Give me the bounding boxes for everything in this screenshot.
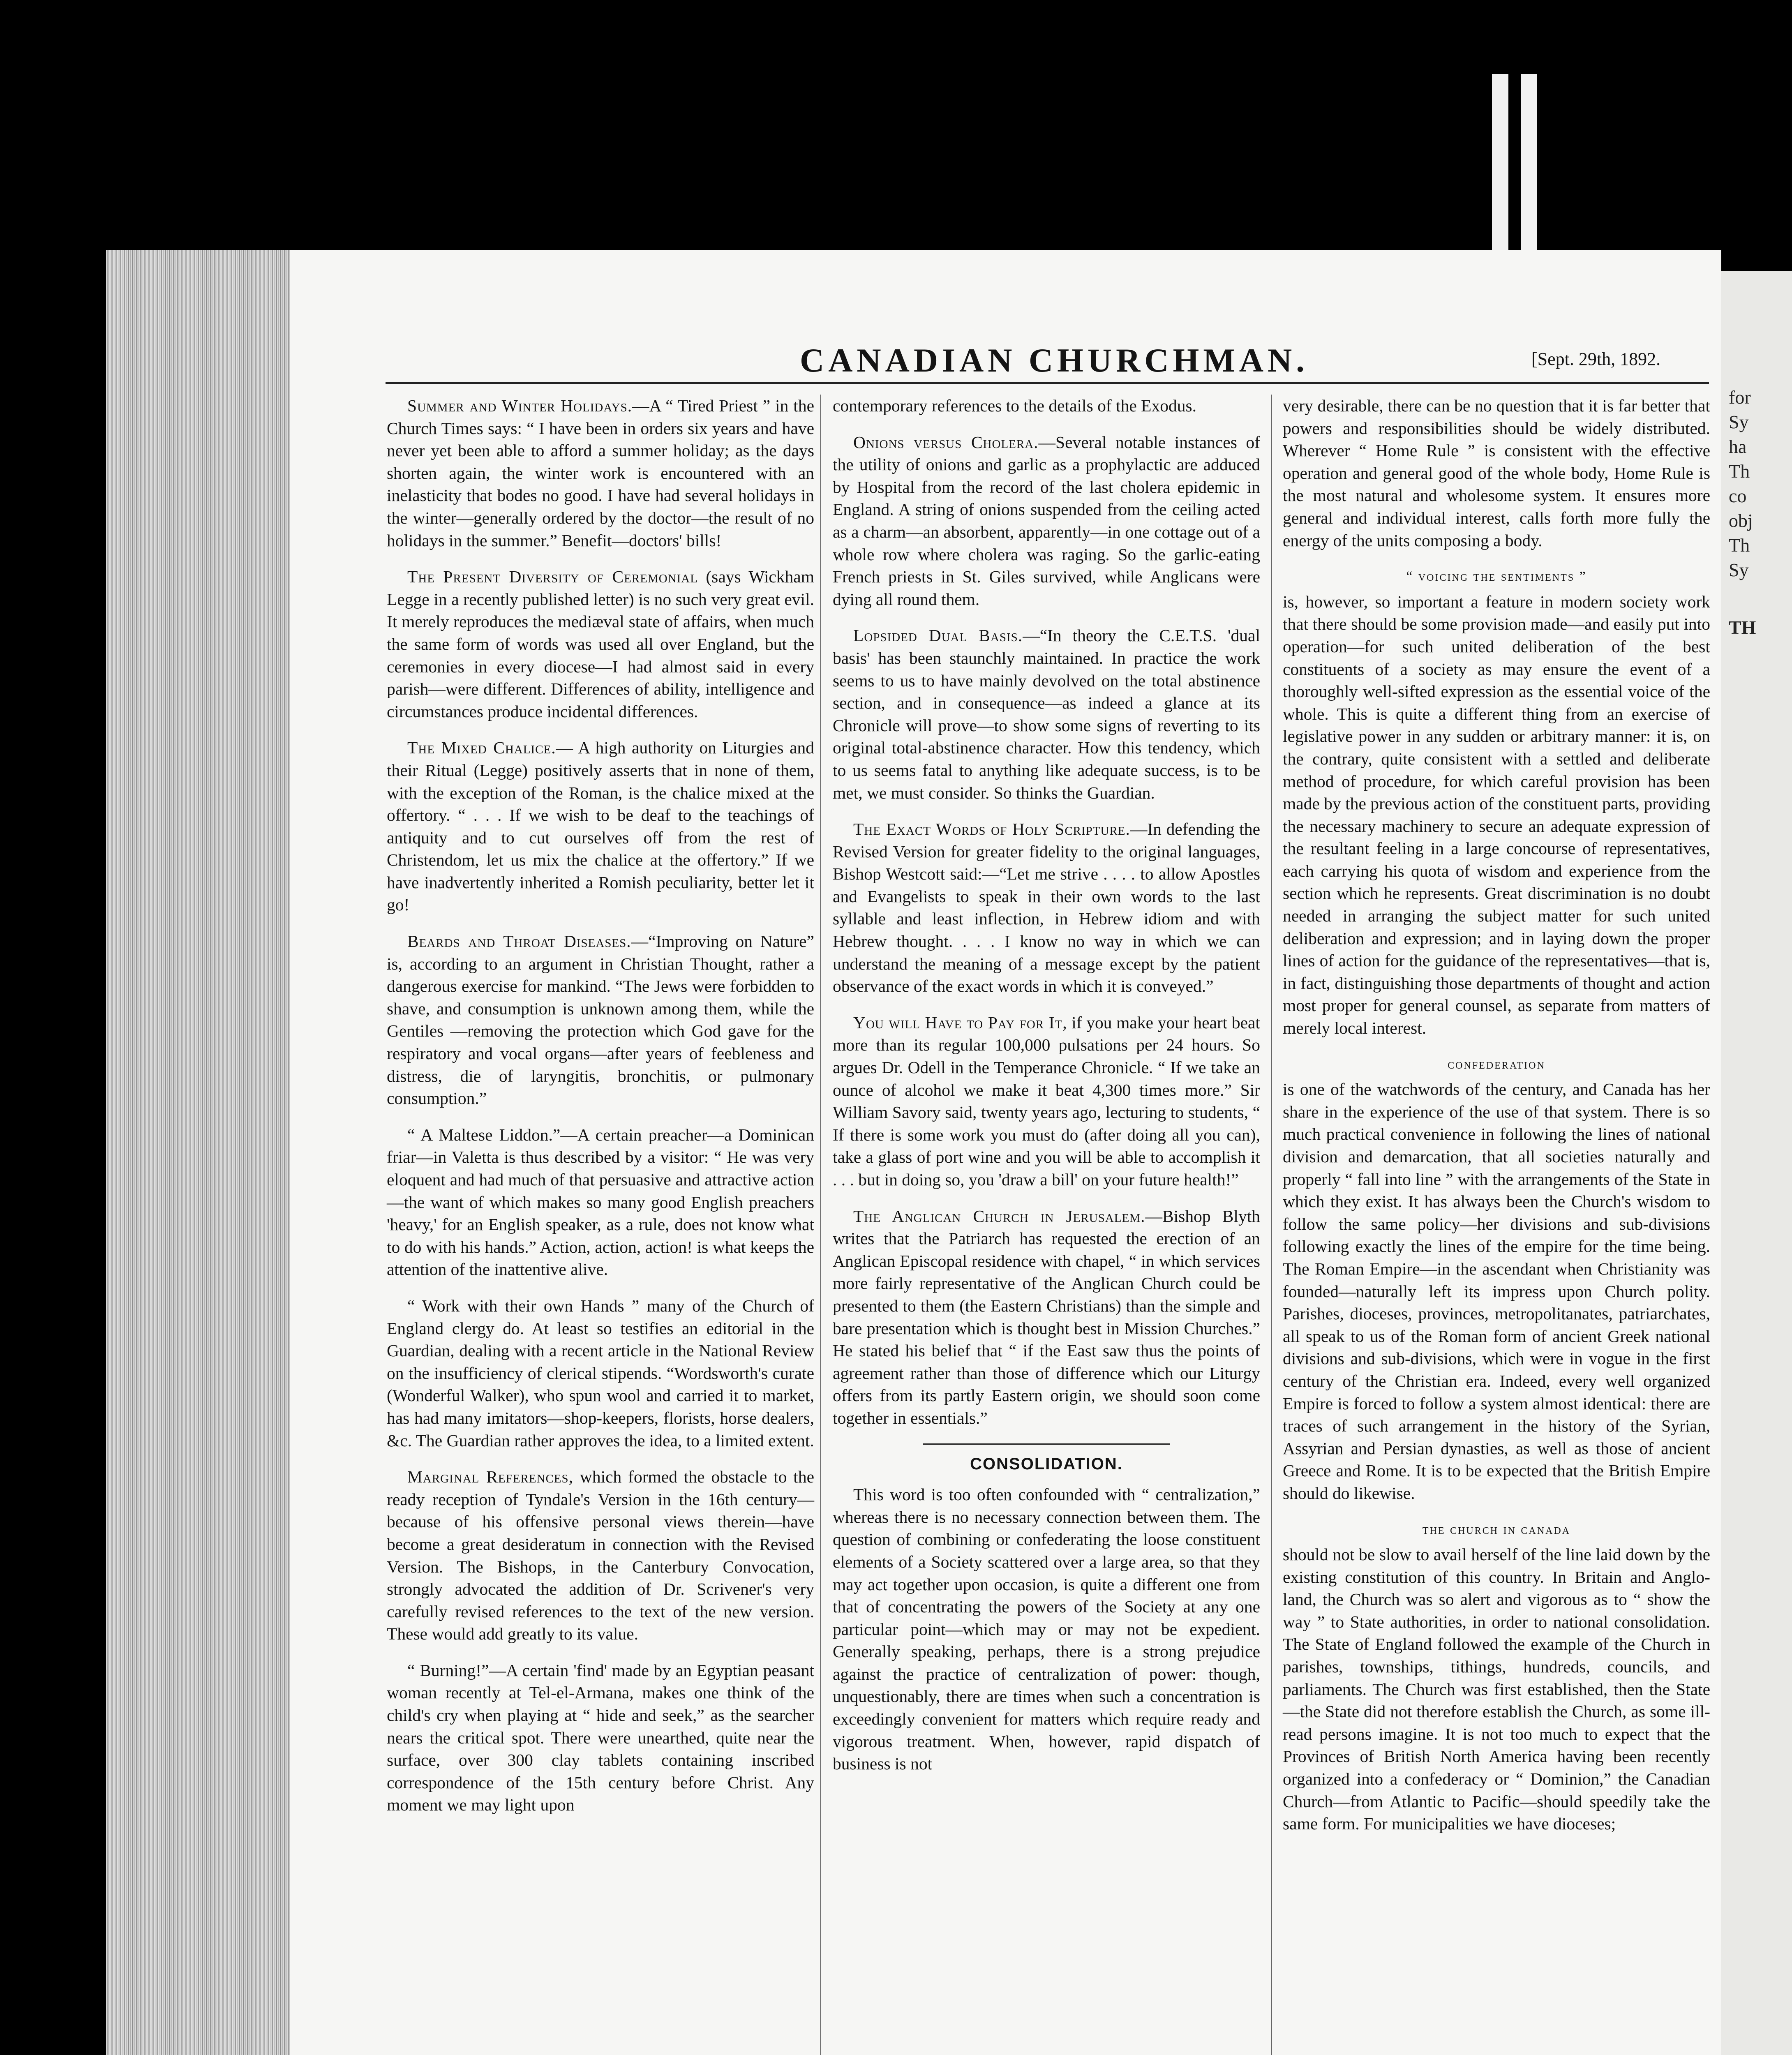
article-marginal-references: Marginal References, which formed the obstacle to the ready reception of Tyndale's Version in the 16th century—because of his offensive personal views therein—have become a great desideratum in connection with the Revised Version. The Bishops, in the Canterbury Convocation, strongly advocated the addition of Dr. Scrivener's very carefully revised references to the text of the new version. These would add greatly to its value.: [387, 1467, 814, 1644]
article-exact-words-scripture: The Exact Words of Holy Scripture.—In defending the Revised Version for greater fidelity to the original languages, Bishop Westcott said:—“Let me strive . . . . to allow Apostles and Evangelists to speak in their own words to the last syllable and least inflection, in Hebrew idiom and with Hebrew thought. . . . I know no way in which we can understand the meaning of a message except by the patient observance of the exact words in which it is conveyed.”: [833, 820, 1260, 996]
masthead-title: CANADIAN CHURCHMAN.: [800, 342, 1309, 379]
column-2: [833, 395, 1260, 1789]
section-rule: [923, 1443, 1170, 1445]
fragment-text: Th: [1729, 461, 1750, 482]
article-beards-throat-diseases: Beards and Throat Diseases.—“Improving on Nature” is, according to an argument in Christian Thought, rather a dangerous exercise for mankind. “The Jews were forbidden to shave, and consumption is unknown among them, while the Gentiles —removing the protection which God gave for the respiratory and vocal organs—after years of feebleness and distress, die of laryngitis, bronchitis, or pulmonary consumption.”: [387, 932, 814, 1108]
fragment-heading: TH: [1729, 617, 1756, 638]
fragment-text: co: [1729, 485, 1747, 506]
article-mixed-chalice: The Mixed Chalice.— A high authority on Liturgies and their Ritual (Legge) positively asserts that in none of them, with the exception of the Roman, is the chalice mixed at the offertory. “ . . . If we wish to be deaf to the teachings of antiquity and to cut ourselves off from the rest of Christendom, let us mix the chalice at the offertory.” If we have inadvertently inherited a Romish peculiarity, better let it go!: [387, 738, 814, 914]
book-page-edges: [106, 250, 290, 2055]
fragment-text: Th: [1729, 535, 1750, 556]
subhead-confederation: confederation: [1448, 1056, 1545, 1072]
scan-binding-bar-top: [1492, 74, 1508, 251]
fragment-text: ha: [1729, 436, 1747, 457]
article-onions-versus-cholera: Onions versus Cholera.—Several notable instances of the utility of onions and garlic as a prophylactic are adduced by Hospital from the record of the last cholera epidemic in England. A string of onions suspended from the ceiling acted as a charm—an absorbent, apparently—in one cottage out of a whole row where cholera was raging. So the garlic-eating French priests in St. Giles survived, while Anglicans were dying all round them.: [833, 432, 1260, 609]
scan-binding-bar-top-2: [1521, 74, 1537, 251]
article-work-with-own-hands: “ Work with their own Hands ” many of the Church of England clergy do. At least so testifies an editorial in the Guardian, dealing with a recent article in the National Review on the insufficiency of clerical stipends. “Wordsworth's curate (Wonderful Walker), who spun wool and carried it to market, has had many imitators—shop-keepers, florists, horse dealers, &c. The Guardian rather approves the idea, to a limited extent.: [387, 1296, 814, 1450]
masthead-date: [Sept. 29th, 1892.: [1531, 349, 1661, 369]
article-maltese-liddon: “ A Maltese Liddon.”—A certain preacher—a Dominican friar—in Valetta is thus described by a visitor: “ He was very eloquent and had much of that persuasive and attractive action—the want of which makes so many good English preachers 'heavy,' for an English speaker, as a rule, does not know what to do with his hands.” Action, action, action! is what keeps the attention of the inattentive alive.: [387, 1125, 814, 1279]
subhead-church-in-canada: the church in canada: [1422, 1522, 1571, 1537]
article-exodus-continued: contemporary references to the details of the Exodus.: [833, 396, 1196, 415]
consolidation-continued: very desirable, there can be no question that it is far better that powers and responsibilities should be widely distributed. Wherever “ Home Rule ” is consistent with the effective operation and general good of the whole body, Home Rule is the most natural and wholesome system. It ensures more general and individual interest, calls forth more fully the energy of the units composing a body.: [1283, 396, 1710, 550]
article-pay-for-it: You will Have to Pay for It, if you make your heart beat more than its regular 100,000 pulsations per 24 hours. So argues Dr. Odell in the Temperance Chronicle. “ If we take an ounce of alcohol we make it beat 4,300 times more.” Sir William Savory said, twenty years ago, lecturing to students, “ If there is some work you must do (after doing all you can), take a glass of port wine and you will be able to accomplish it . . . but in doing so, you 'draw a bill' on your future health!”: [833, 1013, 1260, 1189]
fragment-text: Sy: [1729, 411, 1749, 432]
column-divider-2: [1271, 395, 1272, 2055]
fragment-text: Sy: [1729, 559, 1749, 580]
article-diversity-of-ceremonial: The Present Diversity of Ceremonial (says Wickham Legge in a recently published letter) is no such very great evil. It merely reproduces the mediæval state of affairs, when much the same form of words was used all over England, but the ceremonies in every diocese—I had almost said in every parish—were different. Differences of ability, intelligence and circumstances produce incidental differences.: [387, 567, 814, 721]
article-lopsided-dual-basis: Lopsided Dual Basis.—“In theory the C.E.T.S. 'dual basis' has been staunchly maintained. In practice the work seems to us to have mainly devolved on the total abstinence section, and in consequence—as indeed a glance at its Chronicle will prove—to show some signs of reverting to its original total-abstinence character. How this tendency, which to us seems fatal to anything like adequate success, is to be met, we must consider. So thinks the Guardian.: [833, 626, 1260, 802]
subhead-voicing-sentiments: “ voicing the sentiments ”: [1406, 569, 1587, 584]
column-3: [1283, 395, 1710, 1849]
fragment-text: for: [1729, 387, 1751, 408]
consolidation-church-canada-body: should not be slow to avail herself of the line laid down by the existing constitution of this country. In Britain and Anglo-land, the Church was so alert and vigorous as to “ show the way ” to State authorities, in order to national consolidation. The State of England followed the example of the Church in parishes, townships, tithings, hundreds, councils, and parliaments. The Church was first established, then the State—the State did not therefore establish the Church, as some ill-read persons imagine. It is not too much to expect that the Provinces of British North America having been recently organized into a confederacy or “ Dominion,” the Canadian Church—from Atlantic to Pacific—should speedily take the same form. For municipalities we have dioceses;: [1283, 1545, 1710, 1833]
consolidation-confederation-body: is one of the watchwords of the century, and Canada has her share in the experience of the use of that system. There is so much practical convenience in following the lines of national division and demarcation, that all societies naturally and properly “ fall into line ” with the arrangements of the State in which they exist. It has always been the Church's wisdom to follow the same policy—her divisions and sub-divisions following exactly the lines of the empire for the time being. The Roman Empire—in the ascendant when Christianity was founded—naturally left its impress upon Church polity. Parishes, dioceses, provinces, metropolitanates, patriarchates, all speak to us of the Roman form of ancient Greek national divisions and sub-divisions, which were in vogue in the first century of the Christian era. Indeed, every well organized Empire is forced to follow a system almost identical: there are traces of such arrangement in the history of the Syrian, Assyrian and Persian dynasties, as well as those of ancient Greece and Rome. It is to be expected that the British Empire should do likewise.: [1283, 1080, 1710, 1503]
consolidation-heading: CONSOLIDATION.: [970, 1455, 1123, 1473]
column-divider-1: [820, 395, 821, 2055]
column-1: [387, 395, 814, 1830]
header-rule: [386, 382, 1709, 384]
consolidation-body: This word is too often confounded with “ centralization,” whereas there is no necessary connection between them. The question of combining or confederating the loose constituent elements of a Society scattered over a large area, so that they may act together upon occasion, is quite a different one from that of concentrating the powers of the Society at any one particular point—which may or may not be expedient. Generally speaking, perhaps, there is a strong prejudice against the practice of centralization of power: though, unquestionably, there are times when such a concentration is exceedingly convenient for matters which require ready and vigorous treatment. When, however, rapid dispatch of business is not: [833, 1485, 1260, 1773]
article-burning: “ Burning!”—A certain 'find' made by an Egyptian peasant woman recently at Tel-el-Armana, makes one think of the child's cry when playing at “ hide and seek,” as the searcher nears the critical spot. There were unearthed, quite near the surface, over 300 clay tablets containing inscribed correspondence of the 15th century before Christ. Any moment we may light upon: [387, 1660, 814, 1815]
fragment-text: obj: [1729, 510, 1753, 531]
adjacent-page-fragment: [1721, 271, 1792, 2055]
article-anglican-church-jerusalem: The Anglican Church in Jerusalem.—Bishop Blyth writes that the Patriarch has requested the erection of an Anglican Episcopal residence with chapel, “ in which services more fairly representative of the Anglican Church could be presented to them (the Eastern Christians) than the simple and bare presentation which is thought best in Mission Churches.” He stated his belief that “ if the East saw thus the points of agreement rather than those of difference which our Liturgy offers from its partly Eastern origin, we should soon come together in essentials.”: [833, 1206, 1260, 1427]
newspaper-page: [290, 250, 1721, 2055]
consolidation-voicing-body: is, however, so important a feature in modern society work that there should be some provision made—and easily put into operation—for such united deliberation of the best constituents of a society as may ensure the event of a thoroughly well-sifted expression as the essential voice of the whole. This is quite a different thing from an exercise of legislative power in any sudden or arbitrary manner: it is, on the contrary, quite consistent with a settled and deliberate method of procedure, for which careful provision has been made by the previous action of the constituent parts, providing the necessary machinery to secure an adequate expression of the resultant feeling in a large concourse of representatives, each carrying his quota of wisdom and experience from the section which he represents. Great discrimination is no doubt needed in arranging the subject matter for such united deliberation and expression; and in laying down the proper lines of action for the guidance of the representatives—that is, in fact, distinguishing those departments of thought and action most proper for general counsel, as separate from matters of merely local interest.: [1283, 592, 1710, 1038]
article-summer-winter-holidays: Summer and Winter Holidays.—A “ Tired Priest ” in the Church Times says: “ I have been in orders six years and have never yet been able to afford a summer holiday; as the days shorten again, the winter work is encountered with an inelasticity that bodes no good. I have had several holidays in the winter—generally ordered by the doctor—the result of no holidays in the summer.” Benefit—doctors' bills!: [387, 396, 814, 550]
